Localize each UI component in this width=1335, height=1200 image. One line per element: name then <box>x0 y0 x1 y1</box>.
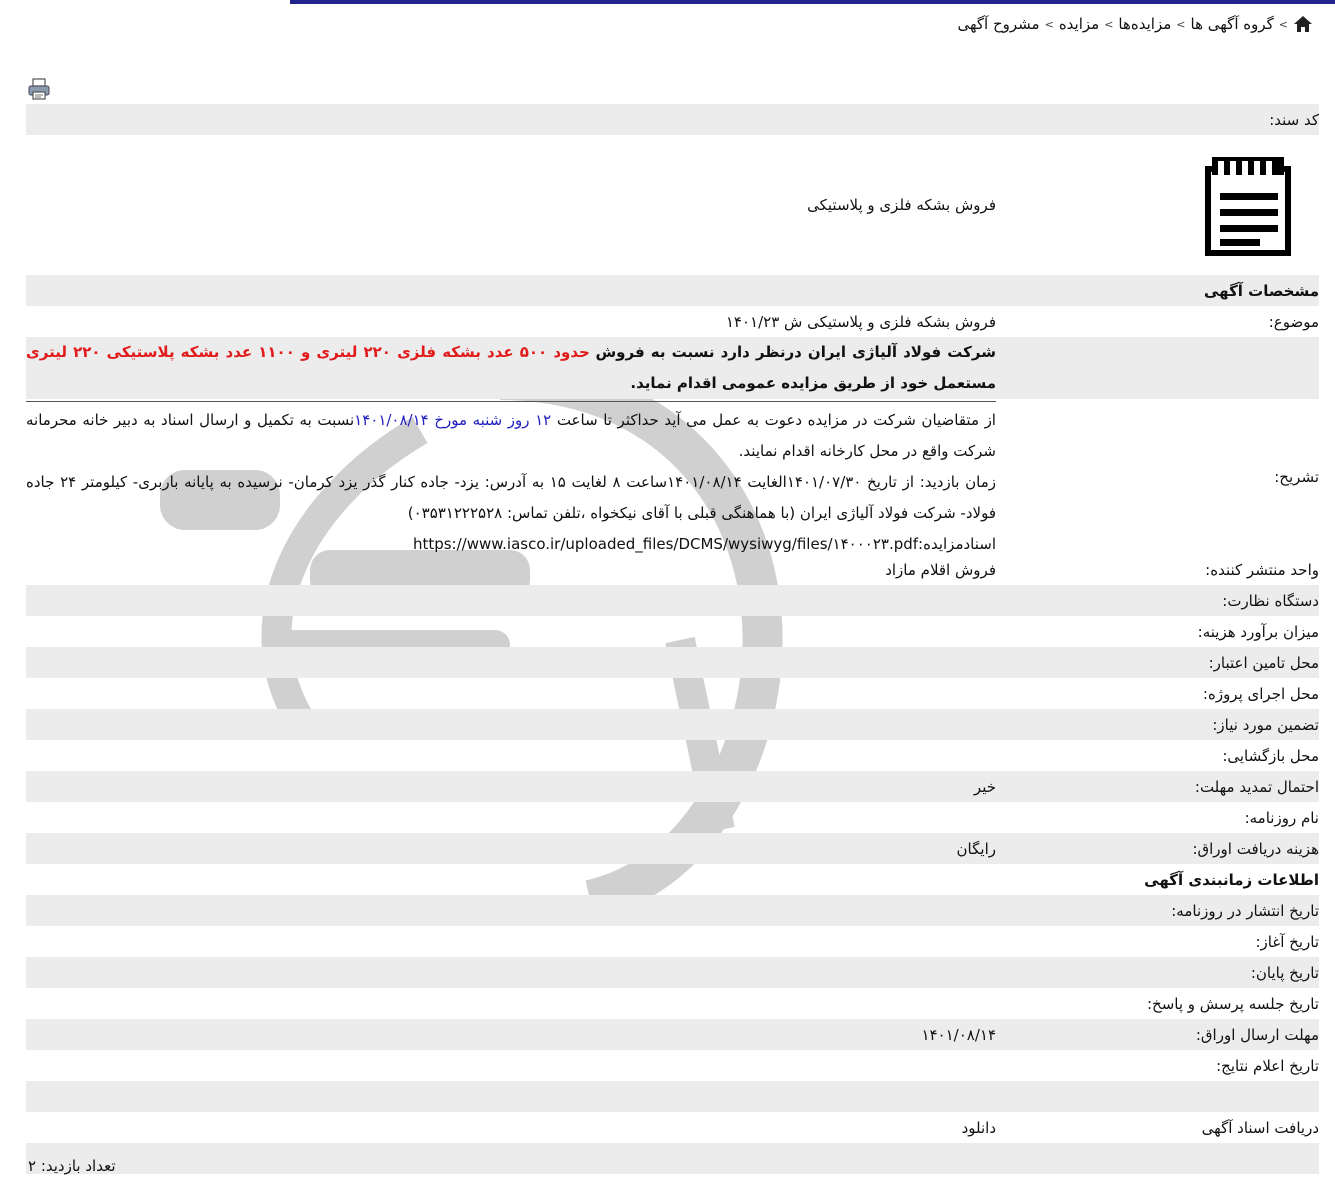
specs-header: مشخصات آگهی <box>1203 281 1319 300</box>
breadcrumb-separator: > <box>1104 17 1114 31</box>
subject-row <box>26 306 1319 337</box>
fields-value: رایگان <box>956 839 996 858</box>
breadcrumb <box>957 14 1313 34</box>
doc-code-label: کد سند: <box>1269 110 1319 129</box>
deadline-text-end: نسبت به تکمیل و ارسال اسناد به دبیر خانه محرمانه شرکت واقع در محل کارخانه اقدام نمایند. <box>26 411 996 460</box>
description-divider <box>26 401 996 402</box>
schedule-label: تاریخ جلسه پرسش و پاسخ: <box>1146 994 1319 1013</box>
specs-header-row <box>26 275 1319 306</box>
fields-label: تضمین مورد نیاز: <box>1212 715 1319 734</box>
download-row <box>26 1112 1319 1143</box>
footer-row <box>26 1143 1319 1174</box>
breadcrumb-separator: > <box>1044 17 1054 31</box>
fields-row <box>26 833 1319 864</box>
fields-label: نام روزنامه: <box>1244 808 1319 827</box>
schedule-header-row <box>26 864 1319 895</box>
fields-row <box>26 554 1319 585</box>
schedule-row <box>26 1050 1319 1081</box>
description-bold-end: مستعمل خود از طریق مزایده عمومی اقدام نماید. <box>630 374 996 392</box>
fields-label: محل اجرای پروژه: <box>1202 684 1319 703</box>
schedule-row <box>26 895 1319 926</box>
breadcrumb-item-current: مشروح آگهی <box>957 15 1040 33</box>
breadcrumb-separator: > <box>1278 17 1288 31</box>
fields-label: هزینه دریافت اوراق: <box>1192 839 1319 858</box>
fields-row <box>26 709 1319 740</box>
schedule-label: تاریخ انتشار در روزنامه: <box>1171 901 1319 920</box>
description-paragraph-deadline <box>26 405 996 467</box>
fields-row <box>26 647 1319 678</box>
download-link[interactable]: دانلود <box>961 1118 996 1137</box>
visit-count: تعداد بازدید: ۲ <box>28 1157 116 1175</box>
fields-row <box>26 740 1319 771</box>
subject-label: موضوع: <box>1268 312 1319 331</box>
description-label: تشریح: <box>1274 467 1319 486</box>
fields-row <box>26 678 1319 709</box>
download-label: دریافت اسناد آگهی <box>1201 1118 1319 1137</box>
fields-value: خیر <box>973 777 996 796</box>
fields-label: محل بازگشایی: <box>1222 746 1319 765</box>
top-accent-bar <box>290 0 1335 4</box>
schedule-row <box>26 926 1319 957</box>
fields-label: دستگاه نظارت: <box>1222 591 1319 610</box>
subject-value: فروش بشکه فلزی و پلاستیکی ش ۱۴۰۱/۲۳ <box>725 312 996 331</box>
fields-label: احتمال تمدید مهلت: <box>1194 777 1319 796</box>
ad-details <box>26 104 1319 1174</box>
description-bold-text: شرکت فولاد آلیاژی ایران درنظر دارد نسبت به فروش <box>595 343 996 361</box>
home-icon[interactable] <box>1293 14 1313 34</box>
description-paragraph-visit: زمان بازدید: از تاریخ ۱۴۰۱/۰۷/۳۰الغایت ۱۴۰۱/۰۸/۱۴ساعت ۸ لغایت ۱۵ به آدرس: یزد- جاده کنار گذر یزد کرمان- نرسیده به پایانه باربری- کیلومتر ۲۴ جاده فولاد- شرکت فولاد آلیاژی ایران (با هماهنگی قبلی با آقای نیکخواه ،تلفن تماس: ۰۳۵۳۱۲۲۲۵۲۸) <box>26 473 997 522</box>
breadcrumb-separator: > <box>1176 17 1186 31</box>
deadline-text: از متقاضیان شرکت در مزایده دعوت به عمل می آید حداکثر تا ساعت <box>556 411 996 429</box>
fields-label: محل تامین اعتبار: <box>1208 653 1319 672</box>
fields-list <box>26 554 1319 864</box>
fields-row <box>26 771 1319 802</box>
description-highlight: حدود ۵۰۰ عدد بشکه فلزی ۲۲۰ لیتری و ۱۱۰۰ عدد بشکه پلاستیکی ۲۲۰ لیتری <box>26 343 590 361</box>
spacer-row <box>26 1081 1319 1112</box>
deadline-date: ۱۲ روز شنبه مورخ ۱۴۰۱/۰۸/۱۴ <box>354 411 552 429</box>
schedule-label: تاریخ پایان: <box>1250 963 1319 982</box>
schedule-row <box>26 957 1319 988</box>
breadcrumb-item-auction[interactable]: مزایده <box>1058 15 1100 33</box>
fields-value: فروش اقلام مازاد <box>885 560 996 579</box>
printer-icon[interactable] <box>28 78 50 100</box>
ad-title-row <box>26 135 1319 275</box>
ad-title: فروش بشکه فلزی و پلاستیکی <box>807 196 996 214</box>
fields-row <box>26 585 1319 616</box>
schedule-label: تاریخ آغاز: <box>1255 932 1319 951</box>
schedule-label: تاریخ اعلام نتایج: <box>1216 1056 1319 1075</box>
schedule-row <box>26 988 1319 1019</box>
description-row <box>26 337 1319 399</box>
description-intro <box>26 337 996 399</box>
description-paragraph-docs-link[interactable]: اسنادمزایده:https://www.iasco.ir/uploaded_files/DCMS/wysiwyg/files/۱۴۰۰۰۲۳.pdf <box>412 535 996 553</box>
schedule-header: اطلاعات زمانبندی آگهی <box>1144 870 1319 889</box>
schedule-label: مهلت ارسال اوراق: <box>1195 1025 1319 1044</box>
doc-code-row <box>26 104 1319 135</box>
breadcrumb-item-auctions[interactable]: مزایده‌ها <box>1118 15 1172 33</box>
document-icon <box>1204 153 1294 257</box>
schedule-row <box>26 1019 1319 1050</box>
fields-label: واحد منتشر کننده: <box>1205 560 1319 579</box>
schedule-value: ۱۴۰۱/۰۸/۱۴ <box>921 1025 996 1044</box>
fields-row <box>26 616 1319 647</box>
breadcrumb-item-ad-groups[interactable]: گروه آگهی ها <box>1190 15 1274 33</box>
doc-logo <box>996 153 1319 257</box>
fields-label: میزان برآورد هزینه: <box>1197 622 1319 641</box>
fields-row <box>26 802 1319 833</box>
schedule-list <box>26 895 1319 1081</box>
description-body <box>26 399 1319 554</box>
